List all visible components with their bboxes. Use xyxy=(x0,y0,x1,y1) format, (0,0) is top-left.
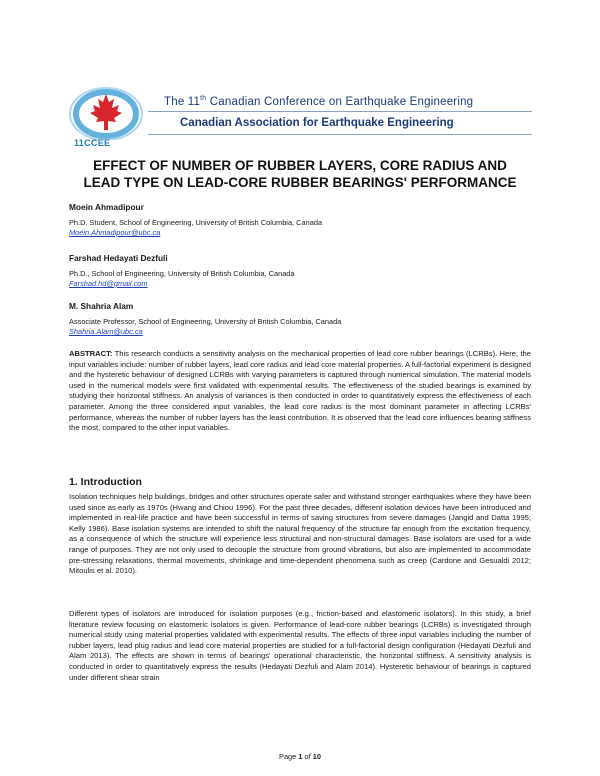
author-block xyxy=(69,301,539,337)
abstract xyxy=(69,349,531,434)
conference-logo xyxy=(64,86,148,152)
author-name: Farshad Hedayati Dezfuli xyxy=(69,253,168,263)
section-heading: 1. Introduction xyxy=(69,476,142,488)
author-email-link[interactable]: Shahria.Alam@ubc.ca xyxy=(69,327,143,336)
author-block xyxy=(69,202,539,238)
author-affiliation: Associate Professor, School of Engineering, University of British Columbia, Canada xyxy=(69,317,342,326)
author-email-link[interactable]: Farshad.hd@gmail.com xyxy=(69,279,148,288)
author-affiliation: Ph.D., School of Engineering, University of British Columbia, Canada xyxy=(69,269,295,278)
body-paragraph: Different types of isolators are introduced for isolation purposes (e.g., friction-based and elastomeric isolators). In this study, a brief literature review focusing on elastomeric isolators is given. Performance of lead-core rubber bearings (LCRBs) is investigated through numerical study using material properties validated with experimental results. The effects of three input variables including the number of rubber layers, lead plug radius and lead core material properties are studied for a full-factorial design configuration (Hedayati Dezfuli and Alam 2013). The effects are shown in terms of bearings' operational characteristic, the horizontal stiffness. A sensitivity analysis is conducted in order to quantitatively express the results (Hedayati Dezfuli and Alam 2014). Hysteretic behaviour of bearings is captured under different shear strain xyxy=(69,609,531,682)
paper-title xyxy=(60,157,540,191)
author-name: Moein Ahmadipour xyxy=(69,202,144,212)
paper-title-line: EFFECT OF NUMBER OF RUBBER LAYERS, CORE RADIUS AND xyxy=(93,158,507,173)
abstract-label: ABSTRACT: xyxy=(69,349,113,358)
author-email-link[interactable]: Moein.Ahmadipour@ubc.ca xyxy=(69,228,161,237)
maple-leaf-ring-icon xyxy=(64,86,148,140)
body-paragraph: Isolation techniques help buildings, bridges and other structures operate safer and withstand stronger earthquakes where they have been used since as early as 1970s (Hwang and Chiou 1996). For the past three decades, different isolation devices have been introduced and implemented in real-life practice and have been successful in terms of saving structures from severe damages (Jangid and Datta 1995; Kelly 1986). Base isolation systems are intended to shift the natural frequency of the structure far enough from the excitation frequency, as a consequence of which the structure will experience less structural and non-structural damages. Base isolators are used for a wide range of purposes. They are not only used to decouple the structure from ground vibrations, but also are implemented to accommodate pre-stressing relaxations, thermal movements, shrinkage and time-dependent phenomena such as creep (Cardone and Gesualdi 2012; Mitoulis et al. 2010). xyxy=(69,492,531,576)
abstract-text: This research conducts a sensitivity analysis on the mechanical properties of lead core rubber bearings (LCRBs). Here, the input variables include: number of rubber layers, lead core radius and lead core material properties. A full-factorial experiment is designed and the hysteretic behaviour of designed LCRBs with varying parameters is captured through numerical simulation. The material models used in the numerical models were first validated with experimental results. The effectiveness of the studied bearings is examined by studying their horizontal stiffness. An analysis of variances is then conducted in order to quantitatively express the effectiveness of each parameter. Among the three considered input variables, the lead core radius is the most dominant parameter in affecting LCRBs' performance, whereas the number of rubber layers has the least contribution. It is observed that the lead core influences bearing stiffness the most, compared to the other input variables. xyxy=(69,349,531,433)
header-divider xyxy=(148,111,532,112)
page-number: Page 1 of 10 xyxy=(279,752,321,761)
logo-text: 11CCEE xyxy=(74,138,111,148)
author-name: M. Shahria Alam xyxy=(69,301,134,311)
header-divider xyxy=(148,134,532,135)
conference-title: The 11th Canadian Conference on Earthquake Engineering xyxy=(164,95,474,108)
author-block xyxy=(69,253,539,289)
paper-title-line: LEAD TYPE ON LEAD-CORE RUBBER BEARINGS' PERFORMANCE xyxy=(83,175,517,190)
author-affiliation: Ph.D. Student, School of Engineering, University of British Columbia, Canada xyxy=(69,218,323,227)
association-name: Canadian Association for Earthquake Engineering xyxy=(180,117,454,129)
